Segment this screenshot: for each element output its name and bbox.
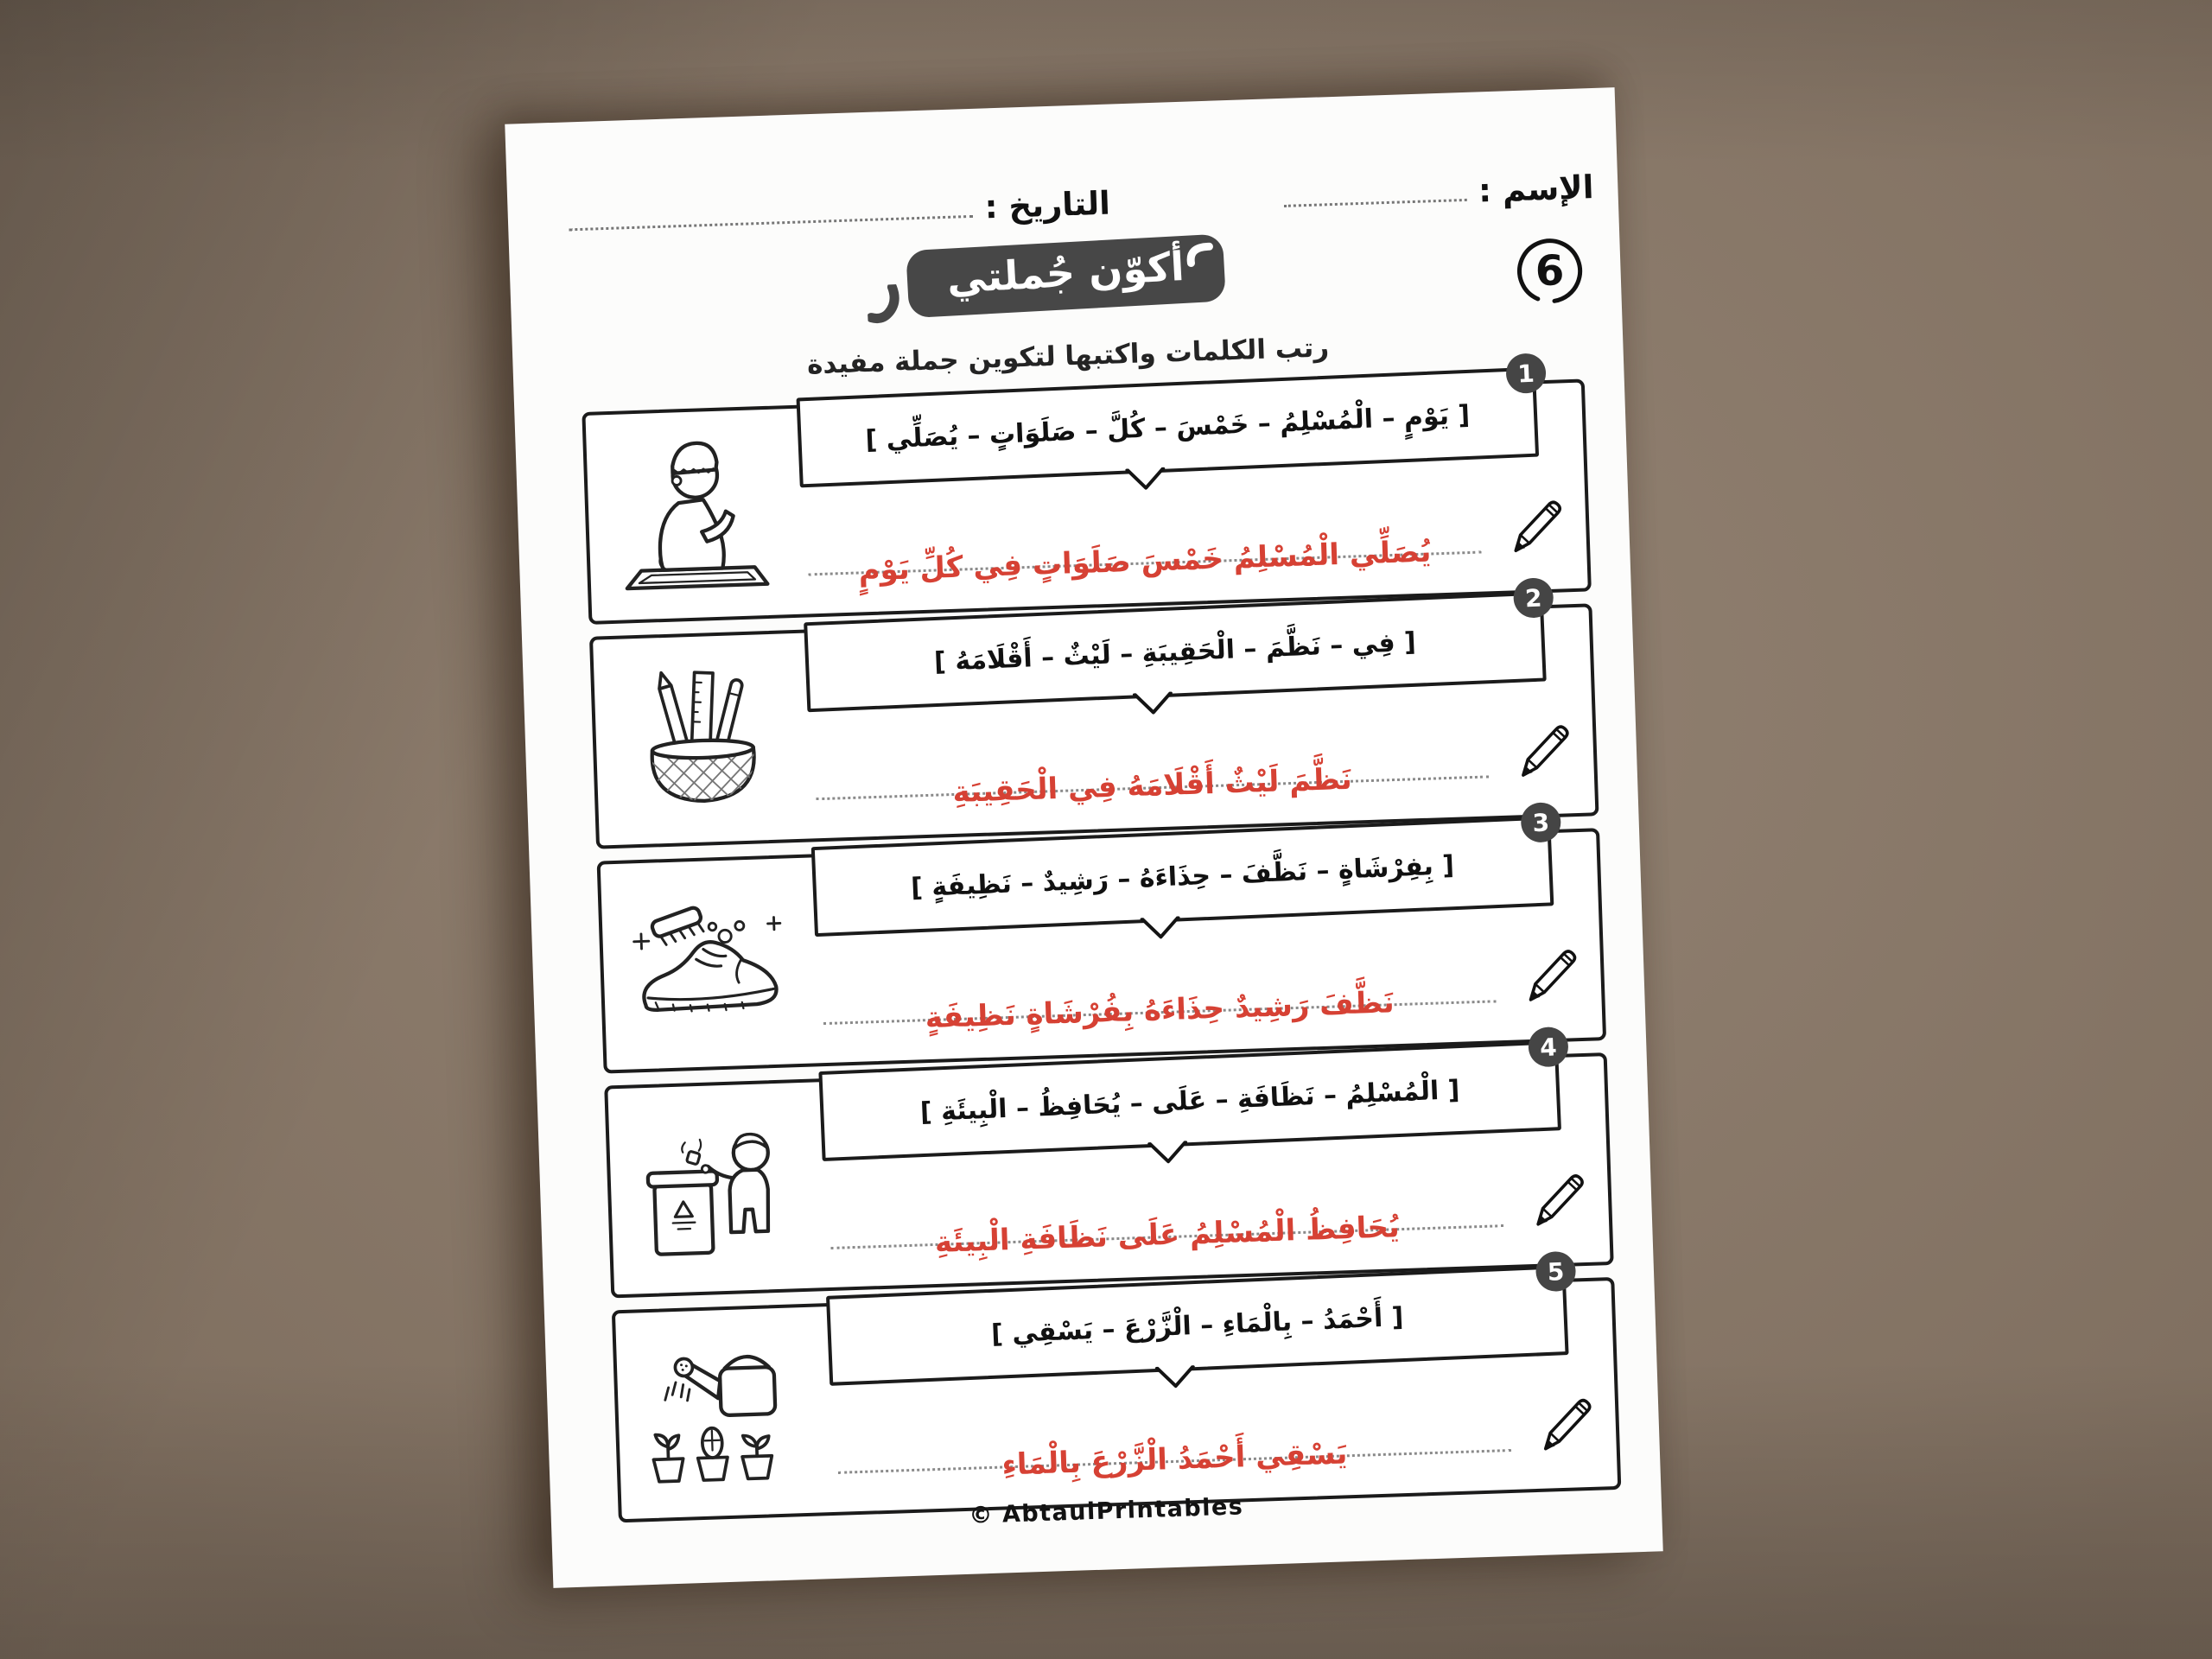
name-field [1283, 168, 1595, 213]
praying-child-illustration [600, 419, 791, 610]
exercise-number-badge: 4 [1528, 1027, 1569, 1068]
exercise-number-badge: 5 [1535, 1251, 1577, 1293]
strip-pointer-icon [1125, 467, 1166, 492]
exercise-row-1 [582, 359, 1592, 625]
title-text: أكوّن جُملتي [945, 242, 1185, 302]
strip-pointer-icon [1155, 1365, 1196, 1389]
pencil-case-illustration [607, 644, 798, 835]
date-label: التاريخ : [984, 184, 1111, 226]
pencil-icon [1513, 938, 1588, 1013]
word-strip [797, 359, 1540, 488]
pencil-icon [1528, 1387, 1603, 1462]
scrambled-words: [ يَوْمٍ – الْمُسْلِمُ – خَمْسَ – كُلَّ – صَلَوَاتٍ – يُصَلِّي ] [864, 399, 1471, 455]
answer-text: نَظَّمَ لَيْثٌ أَقْلَامَهُ فِي الْحَقِيبَةِ [951, 761, 1353, 810]
answer-text: يُحَافِظُ الْمُسْلِمُ عَلَى نَظَافَةِ الْبِيئَةِ [934, 1210, 1401, 1260]
strip-pointer-icon [1147, 1141, 1188, 1165]
pencil-icon [1521, 1162, 1596, 1237]
exercise-number-badge: 2 [1513, 577, 1554, 619]
watering-plants-illustration [629, 1318, 820, 1509]
pencil-icon [1498, 488, 1573, 563]
instruction-text: رتب الكلمات واكتبها لتكوين جملة مفيدة [806, 332, 1330, 381]
lesson-number-circle [1512, 233, 1587, 308]
date-blank-line [569, 211, 973, 232]
pencil-icon [1506, 713, 1581, 788]
exercise-row-4 [604, 1032, 1614, 1298]
worksheet-header [568, 168, 1595, 237]
badge-curl-icon [1185, 240, 1216, 268]
exercise-row-3 [597, 807, 1607, 1073]
title-badge [906, 233, 1225, 318]
exercise-list [582, 359, 1621, 1535]
date-field [568, 184, 1111, 238]
scrambled-words: [ أَحْمَدُ – بِالْمَاءِ – الْزَّرْعَ – يَسْقِي ] [990, 1301, 1405, 1350]
copyright-icon: © [968, 1501, 995, 1529]
scrambled-words: [ الْمُسْلِمُ – نَظَافَةِ – عَلَى – يُحَافِظُ – الْبِيئَةِ ] [919, 1074, 1461, 1128]
answer-text: يَسْقِي أَحْمَدُ الْزَّرْعَ بِالْمَاءِ [1001, 1436, 1348, 1483]
name-label: الإسم : [1478, 168, 1595, 210]
exercise-row-2 [589, 583, 1599, 849]
scrambled-words: [ بِفِرْشَاةٍ – نَظَّفَ – حِذَاءَهُ – رَشِيدٌ – نَظِيفَةٍ ] [910, 849, 1455, 903]
name-blank-line [1283, 194, 1466, 207]
shoe-cleaning-illustration [614, 868, 805, 1059]
worksheet-page [505, 87, 1662, 1588]
scrambled-words: [ فِي – نَظَّمَ – الْحَقِيبَةِ – لَيْثٌ – أَقْلَامَهُ ] [933, 626, 1417, 677]
strip-pointer-icon [1133, 692, 1173, 716]
exercise-number-badge: 3 [1520, 802, 1561, 843]
strip-pointer-icon [1141, 916, 1181, 940]
brand-name: AbtaulPrintables [1001, 1493, 1244, 1529]
recycling-boy-illustration [622, 1093, 813, 1284]
lesson-number: 6 [1534, 246, 1566, 296]
badge-hook-icon [866, 284, 902, 326]
answer-text: يُصَلِّي الْمُسْلِمُ خَمْسَ صَلَوَاتٍ فِي كُلِّ يَوْمٍ [857, 534, 1432, 588]
answer-text: نَظَّفَ رَشِيدٌ حِذَاءَهُ بِفُرْشَاةٍ نَظِيفَةٍ [925, 985, 1395, 1036]
exercise-number-badge: 1 [1505, 353, 1547, 394]
